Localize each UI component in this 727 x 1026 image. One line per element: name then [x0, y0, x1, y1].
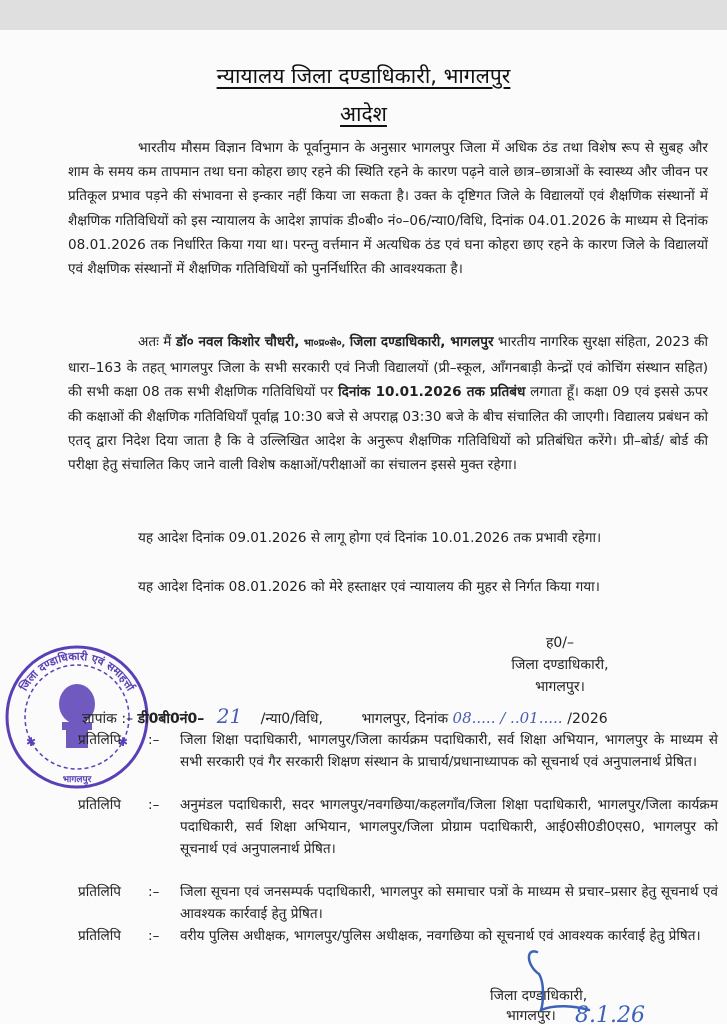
order-lead: अतः मैं — [138, 334, 172, 350]
handwritten-signature — [505, 944, 665, 1024]
memo-label: ज्ञापांक :– — [82, 711, 134, 727]
copy-separator: :– — [148, 884, 160, 900]
memo-ref-suffix: /न्या0/विधि, — [260, 711, 323, 727]
officer-designation: जिला दण्डाधिकारी, भागलपुर — [349, 334, 494, 350]
copy-separator: :– — [148, 928, 160, 944]
order-text-rest: लगाता हूँ। कक्षा 09 एवं इससे ऊपर की कक्षाओं की शैक्षणिक गतिविधियाँ पूर्वाह्न 10:30 बजे से अपराह्न 03:30 बजे के बीच संचालित की जाएगी। विद्यालय प्रबंधन को एतद् द्वारा निदेश दिया जाता है कि वे उल्लिखित आदेश के अनुरूप शैक्षणिक गतिविधियों को प्रतिबंधित करेंगे। प्री–बोर्ड/ बोर्ड की परीक्षा हेतु संचालित किए जाने वाली विशेष कक्षाओं/परीक्षाओं का संचालन इससे मुक्त रहेगा। — [68, 384, 708, 474]
copy-entry — [78, 881, 718, 925]
signature-block-sd — [470, 632, 650, 698]
copy-separator: :– — [148, 797, 160, 813]
sd-mark: ह0/– — [545, 635, 575, 651]
order-ban-date: दिनांक 10.01.2026 तक प्रतिबंध — [338, 384, 526, 401]
copy-label: प्रतिलिपि — [78, 884, 121, 900]
officer-name: डॉ० नवल किशोर चौधरी, — [175, 334, 300, 350]
memo-ref-number: 21 — [216, 704, 243, 728]
copy-text: वरीय पुलिस अधीक्षक, भागलपुर/पुलिस अधीक्षक, नवगछिया को सूचनार्थ एवं आवश्यक कार्रवाई हेतु प्रेषित। — [180, 928, 701, 944]
stamp-star-icon: ✱ — [26, 735, 37, 749]
stamp-text-top: जिला दण्डाधिकारी एवं समाहर्त्ता — [17, 649, 137, 694]
copy-text: जिला सूचना एवं जनसम्पर्क पदाधिकारी, भागलपुर को समाचार पत्रों के माध्यम से प्रचार–प्रसार हेतु सूचनार्थ एवं आवश्यक कार्रवाई हेतु प्रेषित। — [180, 884, 718, 922]
order-text: भारतीय नागरिक सुरक्षा संहिता, 2023 की धारा–163 के तहत् भागलपुर जिला के सभी सरकारी एवं निजी विद्यालयों (प्री–स्कूल, आँगनबाड़ी केन्द्रों एवं कोचिंग संस्थान सहित) की सभी कक्षा 08 तक सभी शैक्षणिक गतिविधियों पर — [68, 334, 709, 401]
stamp-star-icon: ✱ — [118, 735, 129, 749]
final-designation: जिला दण्डाधिकारी, — [490, 988, 588, 1004]
copy-label: प्रतिलिपि — [78, 732, 121, 748]
signature-date: 8.1.26 — [575, 1003, 645, 1024]
copy-separator: :– — [148, 732, 160, 748]
paragraph-effective: यह आदेश दिनांक 09.01.2026 से लागू होगा एवं दिनांक 10.01.2026 तक प्रभावी रहेगा। — [138, 530, 602, 546]
paragraph-order — [68, 330, 708, 477]
memo-line: ज्ञापांक :– डी0बी0नं0– 21 /न्या0/विधि, भागलपुर, दिनांक 08..... / ..01..... /2026 — [82, 704, 608, 728]
memo-place-date-label: भागलपुर, दिनांक — [361, 711, 449, 727]
sd-place: भागलपुर। — [535, 679, 585, 695]
copy-entry — [78, 729, 718, 773]
document-type-title: आदेश — [340, 102, 387, 126]
viewer-top-bar — [0, 0, 727, 30]
signature-stroke — [529, 951, 589, 1010]
paragraph-issued: यह आदेश दिनांक 08.01.2026 को मेरे हस्ताक्षर एवं न्यायालय की मुहर से निर्गत किया गया। — [138, 579, 600, 595]
memo-month: 01 — [519, 709, 539, 727]
memo-day: 08 — [452, 709, 472, 727]
final-place: भागलपुर। — [506, 1008, 556, 1024]
sd-designation: जिला दण्डाधिकारी, — [511, 657, 609, 673]
copy-label: प्रतिलिपि — [78, 797, 121, 813]
office-title: न्यायालय जिला दण्डाधिकारी, भागलपुर — [216, 64, 511, 88]
memo-ref-prefix: डी0बी0नं0– — [137, 711, 205, 727]
officer-service: भा०प्र०से०, — [303, 338, 346, 349]
paragraph-background: भारतीय मौसम विज्ञान विभाग के पूर्वानुमान के अनुसार भागलपुर जिला में अधिक ठंड तथा विशेष रूप से सुबह और शाम के समय कम तापमान तथा घना कोहरा छाए रहने की स्थिति रहने के कारण पढ़ने वाले छात्र–छात्राओं के स्वास्थ्य और जीवन पर प्रतिकूल प्रभाव पड़ने की संभावना से इन्कार नहीं किया जा सकता है। उक्त के दृष्टिगत जिले के विद्यालयों एवं शैक्षणिक संस्थानों में शैक्षणिक गतिविधियों को इस न्यायालय के आदेश ज्ञापांक डी०बी० नं०–06/न्या0/विधि, दिनांक 04.01.2026 के माध्यम से दिनांक 08.01.2026 तक निर्धारित किया गया था। परन्तु वर्त्तमान में अत्यधिक ठंड एवं घना कोहरा छाए रहने के कारण जिले के विद्यालयों एवं शैक्षणिक संस्थानों में शैक्षणिक गतिविधियों को पुनर्निर्धारित की आवश्यकता है। — [68, 140, 708, 278]
copy-label: प्रतिलिपि — [78, 928, 121, 944]
copy-text: जिला शिक्षा पदाधिकारी, भागलपुर/जिला कार्यक्रम पदाधिकारी, सर्व शिक्षा अभियान, भागलपुर के माध्यम से सभी सरकारी एवं गैर सरकारी शिक्षण संस्थान के प्राचार्य/प्रधानाध्यापक को सूचनार्थ एवं अनुपालनार्थ प्रेषित। — [180, 732, 718, 770]
stamp-text-bottom: भागलपुर — [62, 775, 92, 785]
copy-entry — [78, 794, 718, 860]
copy-text: अनुमंडल पदाधिकारी, सदर भागलपुर/नवगछिया/कहलगाँव/जिला शिक्षा पदाधिकारी, भागलपुर/जिला कार्यक्रम पदाधिकारी, सर्व शिक्षा अभियान, भागलपुर/जिला प्रोग्राम पदाधिकारी, आई0सी0डी0एस0, भागलपुर को सूचनार्थ एवं अनुपालनार्थ प्रेषित। — [180, 797, 718, 857]
memo-year: /2026 — [567, 711, 608, 727]
